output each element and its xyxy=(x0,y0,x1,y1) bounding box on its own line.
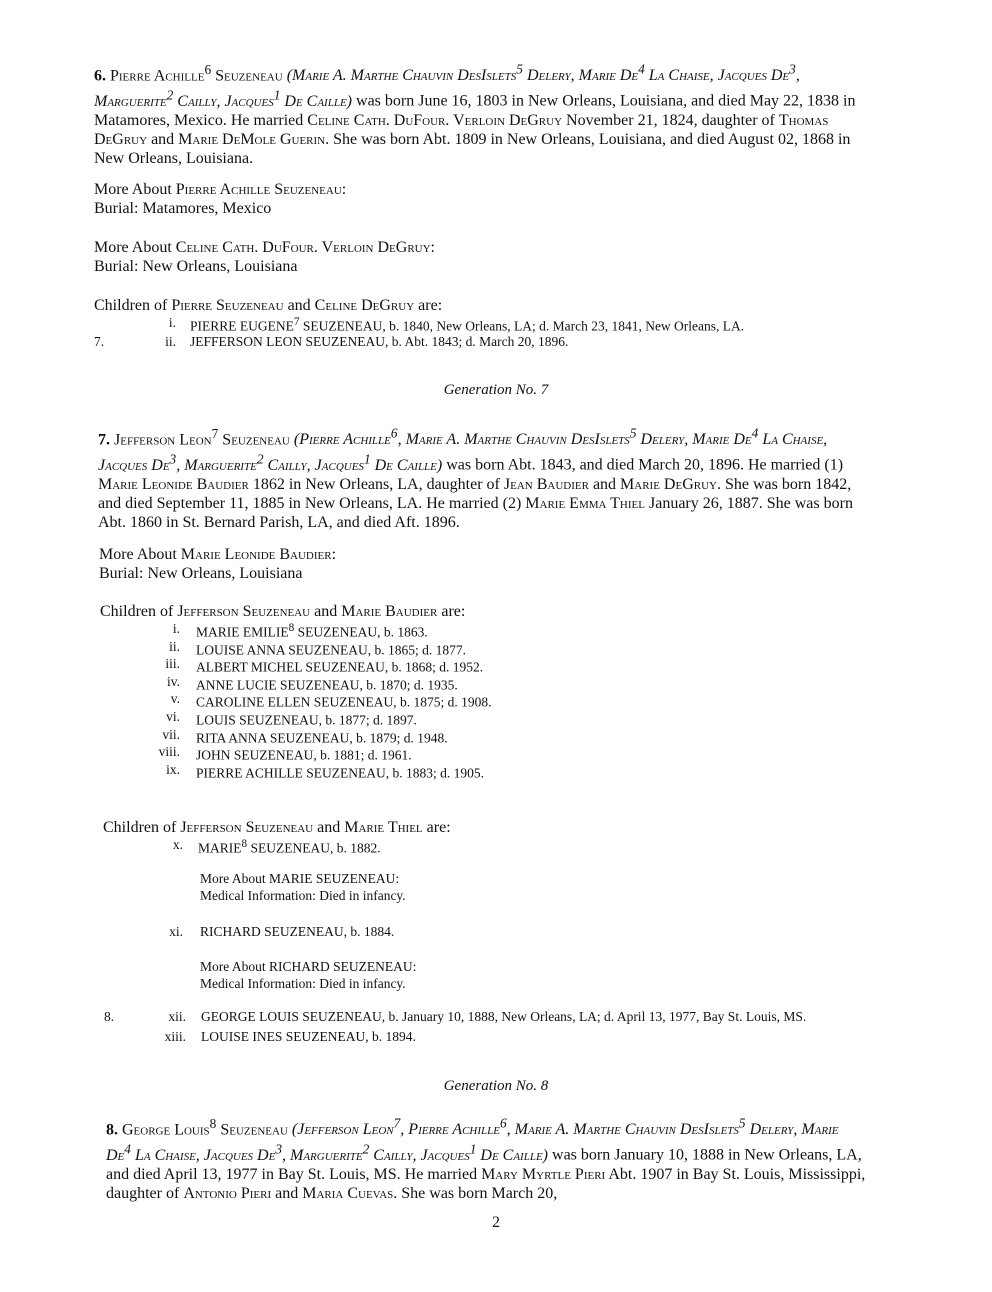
child-numeral: v. xyxy=(170,691,180,707)
parent-2: Marie Baudier xyxy=(341,603,438,620)
more-about-label: More About MARIE SEUZENEAU: xyxy=(200,871,400,886)
children-suffix: are: xyxy=(437,603,466,620)
more-about-marie-leonide xyxy=(99,545,869,583)
children-suffix: are: xyxy=(422,819,451,836)
child-numeral: vii. xyxy=(162,726,180,742)
person-name: Pierre Achille xyxy=(110,67,205,85)
child-numeral: ii. xyxy=(165,334,176,349)
child-text: RITA ANNA SEUZENEAU, b. 1879; d. 1948. xyxy=(196,730,448,746)
children-prefix: Children of xyxy=(100,603,178,620)
entry-number: 6. xyxy=(94,67,106,85)
children-7a-heading xyxy=(100,602,870,621)
spouse-2-name: Marie Emma Thiel xyxy=(525,494,645,512)
child-text: PIERRE EUGENE$^7$ SEUZENEAU, b. 1840, New Orleans, LA; d. March 23, 1841, New Orleans, LA. xyxy=(190,316,745,334)
child-text: LOUIS SEUZENEAU, b. 1877; d. 1897. xyxy=(196,712,417,728)
spouse-name: Celine Cath. DuFour. Verloin DeGruy xyxy=(307,111,563,129)
more-about-name: Celine Cath. DuFour. Verloin DeGruy xyxy=(175,239,431,256)
entry-body-3: . She was born 1842, and died September 11, 1885 in New Orleans, LA. He married (2) xyxy=(98,475,852,512)
generation-number: 7. xyxy=(94,334,105,349)
and-word: and xyxy=(313,819,345,836)
burial-line: Burial: New Orleans, Louisiana xyxy=(99,565,303,582)
and-word: and xyxy=(283,297,315,314)
generation-sup: 6 xyxy=(204,62,212,77)
lineage: (Jefferson Leon$^7$, Pierre Achille$^6$, Marie A. Marthe Chauvin DesIslets$^5$ Delery, Marie De$^4$ La Chaise, Jacques De$^3$, Marguerite$^2$ Cailly, Jacques$^1$ De Caille) xyxy=(106,1116,839,1164)
and-word: and xyxy=(147,130,179,148)
child-text: MARIE$^8$ SEUZENEAU, b. 1882. xyxy=(198,838,381,856)
parent-1: Jefferson Seuzeneau xyxy=(180,819,314,836)
entry-body-3: . She was born March 20, xyxy=(393,1184,558,1202)
entry-body-2: November 21, 1824, daughter of xyxy=(562,111,779,129)
person-surname: Seuzeneau xyxy=(222,431,290,449)
child-numeral: ix. xyxy=(166,761,180,777)
person-name: Jefferson Leon xyxy=(114,431,212,449)
entry-body: was born June 16, 1803 in New Orleans, Louisiana, and died May 22, 1838 in Matamores, Mexico. He married xyxy=(94,92,856,129)
child-text: LOUISE INES SEUZENEAU, b. 1894. xyxy=(201,1029,416,1044)
person-surname: Seuzeneau xyxy=(220,1121,288,1139)
child-numeral: i. xyxy=(172,621,180,636)
generation-8-heading: Generation No. 8 xyxy=(443,1078,549,1094)
child-text: LOUISE ANNA SEUZENEAU, b. 1865; d. 1877. xyxy=(196,642,466,658)
medical-info: Medical Information: Died in infancy. xyxy=(200,976,406,991)
mother-name: Marie DeMole Guerin xyxy=(178,130,326,148)
child-text: GEORGE LOUIS SEUZENEAU, b. January 10, 1888, New Orleans, LA; d. April 13, 1977, Bay St. Louis, MS. xyxy=(201,1009,807,1024)
entry-body-2: Abt. 1907 in Bay St. Louis, Mississippi, daughter of xyxy=(106,1165,866,1202)
generation-number: 8. xyxy=(104,1009,115,1024)
parent-1: Pierre Seuzeneau xyxy=(171,297,284,314)
more-about-pierre xyxy=(94,180,864,218)
child-text: PIERRE ACHILLE SEUZENEAU, b. 1883; d. 1905. xyxy=(196,765,484,781)
generation-sup: 7 xyxy=(211,426,219,441)
child-text: ANNE LUCIE SEUZENEAU, b. 1870; d. 1935. xyxy=(196,677,458,693)
child-text: CAROLINE ELLEN SEUZENEAU, b. 1875; d. 1908. xyxy=(196,694,492,710)
colon: : xyxy=(331,546,337,563)
entry-body-4: January 26, 1887. She was born Abt. 1860 in St. Bernard Parish, LA, and died Aft. 1896. xyxy=(98,494,853,531)
children-7b-heading xyxy=(103,818,873,837)
children-prefix: Children of xyxy=(94,297,172,314)
child-numeral: x. xyxy=(172,837,183,852)
children-prefix: Children of xyxy=(103,819,181,836)
mother-name: Maria Cuevas xyxy=(302,1184,394,1202)
entry-number: 7. xyxy=(98,431,110,449)
generation-7-heading: Generation No. 7 xyxy=(443,382,549,398)
person-name: George Louis xyxy=(122,1121,210,1139)
spouse-1-name: Marie Leonide Baudier xyxy=(98,475,249,493)
parent-2: Marie Thiel xyxy=(344,819,423,836)
child-text: JEFFERSON LEON SEUZENEAU, b. Abt. 1843; d. March 20, 1896. xyxy=(190,334,569,349)
burial-line: Burial: Matamores, Mexico xyxy=(94,200,272,217)
and-word: and xyxy=(310,603,342,620)
child-numeral: xi. xyxy=(169,924,183,939)
child-text: RICHARD SEUZENEAU, b. 1884. xyxy=(200,924,395,939)
father-name: Thomas DeGruy xyxy=(94,111,829,148)
children-suffix: are: xyxy=(414,297,443,314)
child-text: MARIE EMILIE$^8$ SEUZENEAU, b. 1863. xyxy=(196,622,428,640)
parent-1: Jefferson Seuzeneau xyxy=(177,603,311,620)
more-about-label: More About xyxy=(94,239,176,256)
and-word: and xyxy=(271,1184,303,1202)
child-numeral: viii. xyxy=(158,744,180,760)
entry-6-paragraph xyxy=(94,60,864,168)
more-about-label: More About RICHARD SEUZENEAU: xyxy=(200,959,417,974)
child-numeral: xii. xyxy=(168,1009,186,1024)
more-about-marie xyxy=(200,870,406,904)
more-about-celine xyxy=(94,238,864,276)
more-about-name: Marie Leonide Baudier xyxy=(180,546,332,563)
person-surname: Seuzeneau xyxy=(215,67,283,85)
child-numeral: iv. xyxy=(167,673,180,689)
more-about-richard xyxy=(200,958,416,992)
father-name: Jean Baudier xyxy=(503,475,589,493)
mother-name: Marie DeGruy xyxy=(620,475,717,493)
generation-sup: 8 xyxy=(209,1116,217,1131)
medical-info: Medical Information: Died in infancy. xyxy=(200,888,406,903)
lineage: (Marie A. Marthe Chauvin DesIslets$^5$ Delery, Marie De$^4$ La Chaise, Jacques De$^3$, Marguerite$^2$ Cailly, Jacques$^1$ De Caille) xyxy=(94,62,800,110)
entry-body: was born January 10, 1888 in New Orleans, LA, and died April 13, 1977 in Bay St. Louis, MS. He married xyxy=(106,1146,862,1183)
entry-number: 8. xyxy=(106,1121,118,1139)
parent-2: Celine DeGruy xyxy=(314,297,415,314)
child-numeral: ii. xyxy=(169,638,180,654)
entry-body: was born Abt. 1843, and died March 20, 1896. He married (1) xyxy=(442,456,844,474)
entry-body-2: 1862 in New Orleans, LA, daughter of xyxy=(248,475,504,493)
burial-line: Burial: New Orleans, Louisiana xyxy=(94,258,298,275)
children-6-heading xyxy=(94,296,864,315)
spouse-name: Mary Myrtle Pieri xyxy=(481,1165,606,1183)
entry-8-paragraph xyxy=(106,1114,866,1203)
more-about-label: More About xyxy=(94,181,176,198)
more-about-name: Pierre Achille Seuzeneau xyxy=(175,181,342,198)
child-text: ALBERT MICHEL SEUZENEAU, b. 1868; d. 1952. xyxy=(196,659,484,675)
child-numeral: i. xyxy=(168,315,176,330)
child-numeral: iii. xyxy=(165,656,180,672)
entry-7-paragraph xyxy=(98,424,858,532)
colon: : xyxy=(341,181,347,198)
child-numeral: vi. xyxy=(166,709,180,724)
more-about-label: More About xyxy=(99,546,181,563)
child-numeral: xiii. xyxy=(164,1029,186,1044)
entry-body-3: . She was born Abt. 1809 in New Orleans, Louisiana, and died August 02, 1868 in New Orleans, Louisiana. xyxy=(94,130,851,167)
child-text: JOHN SEUZENEAU, b. 1881; d. 1961. xyxy=(196,747,412,763)
colon: : xyxy=(430,239,435,256)
lineage: (Pierre Achille$^6$, Marie A. Marthe Chauvin DesIslets$^5$ Delery, Marie De$^4$ La Chaise, Jacques De$^3$, Marguerite$^2$ Cailly, Jacques$^1$ De Caille) xyxy=(98,426,828,474)
page-number: 2 xyxy=(492,1214,500,1231)
father-name: Antonio Pieri xyxy=(183,1184,272,1202)
and-word: and xyxy=(588,475,621,493)
